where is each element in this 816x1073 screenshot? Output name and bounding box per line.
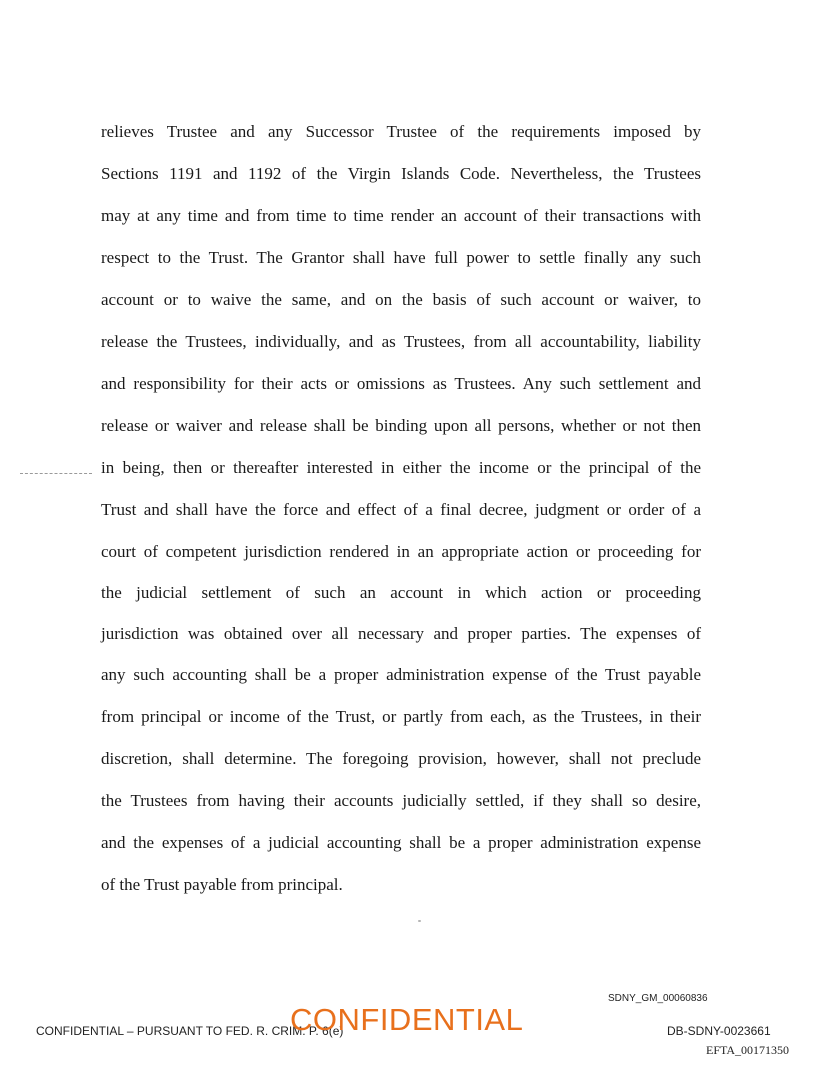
stray-mark [418, 920, 421, 922]
body-line-4: respect to the Trust. The Grantor shall have full power to settle finally any such [101, 248, 701, 267]
bates-number-right: DB-SDNY-0023661 [667, 1024, 771, 1038]
body-line-9: in being, then or thereafter interested in either the income or the principal of the [101, 458, 701, 477]
body-line-16: discretion, shall determine. The foregoing provision, however, shall not preclude [101, 749, 701, 768]
body-line-11: court of competent jurisdiction rendered in an appropriate action or proceeding for [101, 542, 701, 561]
body-line-1: relieves Trustee and any Successor Trustee of the requirements imposed by [101, 122, 701, 141]
bates-number-top: SDNY_GM_00060836 [608, 993, 708, 1004]
efta-number: EFTA_00171350 [706, 1043, 790, 1057]
body-line-2: Sections 1191 and 1192 of the Virgin Islands Code. Nevertheless, the Trustees [101, 164, 701, 183]
body-line-15: from principal or income of the Trust, or partly from each, as the Trustees, in their [101, 707, 701, 726]
body-line-10: Trust and shall have the force and effect of a final decree, judgment or order of a [101, 500, 701, 519]
body-line-13: jurisdiction was obtained over all necessary and proper parties. The expenses of [101, 624, 701, 643]
body-line-7: and responsibility for their acts or omissions as Trustees. Any such settlement and [101, 374, 701, 393]
body-line-17: the Trustees from having their accounts judicially settled, if they shall so desire, [101, 791, 701, 810]
body-line-19: of the Trust payable from principal. [101, 875, 343, 894]
margin-dash-mark [20, 473, 92, 475]
body-line-18: and the expenses of a judicial accounting shall be a proper administration expense [101, 833, 701, 852]
body-line-8: release or waiver and release shall be binding upon all persons, whether or not then [101, 416, 701, 435]
body-line-6: release the Trustees, individually, and as Trustees, from all accountability, liability [101, 332, 701, 351]
confidential-notice: CONFIDENTIAL – PURSUANT TO FED. R. CRIM. P. 6(e) [36, 1024, 344, 1038]
body-line-12: the judicial settlement of such an account in which action or proceeding [101, 583, 701, 602]
body-line-14: any such accounting shall be a proper administration expense of the Trust payable [101, 665, 701, 684]
body-line-3: may at any time and from time to time render an account of their transactions with [101, 206, 701, 225]
body-line-5: account or to waive the same, and on the basis of such account or waiver, to [101, 290, 701, 309]
confidential-stamp: CONFIDENTIAL [290, 1002, 524, 1037]
